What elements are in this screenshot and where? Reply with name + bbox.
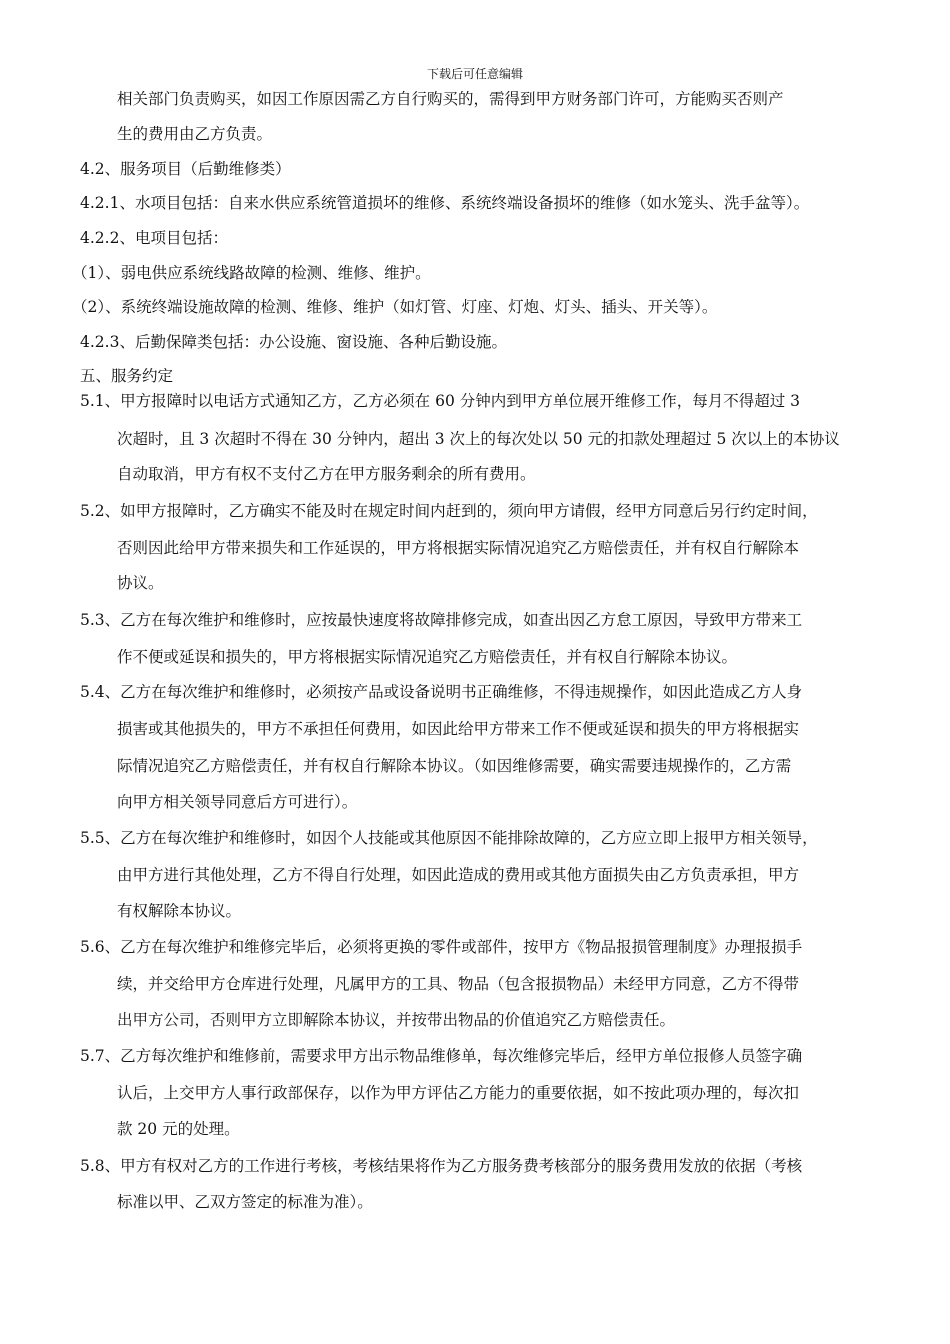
section-heading: 五、服务约定 (80, 367, 174, 385)
text-line: 作不便或延误和损失的，甲方将根据实际情况追究乙方赔偿责任，并有权自行解除本协议。 (117, 648, 738, 666)
text-line: 损害或其他损失的，甲方不承担任何费用，如因此给甲方带来工作不便或延误和损失的甲方将根据实 (117, 720, 800, 738)
text-line: 5.1、甲方报障时以电话方式通知乙方，乙方必须在 60 分钟内到甲方单位展开维修工作，每月不得超过 3 (80, 392, 801, 410)
text-line: 由甲方进行其他处理，乙方不得自行处理，如因此造成的费用或其他方面损失由乙方负责承担，甲方 (117, 866, 800, 884)
text-line: 5.3、乙方在每次维护和维修时，应按最快速度将故障排修完成，如查出因乙方怠工原因，导致甲方带来工 (80, 611, 803, 629)
text-line: （1）、弱电供应系统线路故障的检测、维修、维护。 (72, 264, 431, 282)
text-line: 4.2.2、电项目包括： (80, 229, 228, 247)
text-line: 出甲方公司，否则甲方立即解除本协议，并按带出物品的价值追究乙方赔偿责任。 (117, 1011, 676, 1029)
text-line: 5.4、乙方在每次维护和维修时，必须按产品或设备说明书正确维修，不得违规操作，如因此造成乙方人身 (80, 683, 803, 701)
text-line: 认后，上交甲方人事行政部保存，以作为甲方评估乙方能力的重要依据，如不按此项办理的，每次扣 (117, 1084, 800, 1102)
text-line: 续，并交给甲方仓库进行处理，凡属甲方的工具、物品（包含报损物品）未经甲方同意，乙方不得带 (117, 975, 800, 993)
text-line: 5.7、乙方每次维护和维修前，需要求甲方出示物品维修单，每次维修完毕后，经甲方单位报修人员签字确 (80, 1047, 803, 1065)
section-heading: 4.2、服务项目（后勤维修类） (80, 160, 291, 178)
text-line: 自动取消，甲方有权不支付乙方在甲方服务剩余的所有费用。 (117, 465, 536, 483)
page-header: 下载后可任意编辑 (426, 67, 523, 81)
text-line: 5.5、乙方在每次维护和维修时，如因个人技能或其他原因不能排除故障的，乙方应立即上报甲方相关领导， (80, 829, 818, 847)
text-line: 向甲方相关领导同意后方可进行）。 (117, 793, 358, 811)
text-line: （2）、系统终端设施故障的检测、维修、维护（如灯管、灯座、灯炮、灯头、插头、开关等）。 (72, 298, 718, 316)
text-line: 4.2.1、水项目包括：自来水供应系统管道损坏的维修、系统终端设备损坏的维修（如水笼头、洗手盆等）。 (80, 194, 810, 212)
text-line: 有权解除本协议。 (117, 902, 242, 920)
text-line: 生的费用由乙方负责。 (117, 125, 273, 143)
text-line: 相关部门负责购买，如因工作原因需乙方自行购买的，需得到甲方财务部门许可，方能购买否则产 (117, 90, 784, 108)
text-line: 际情况追究乙方赔偿责任，并有权自行解除本协议。（如因维修需要，确实需要违规操作的，乙方需 (117, 757, 792, 775)
text-line: 标准以甲、乙双方签定的标准为准）。 (117, 1193, 373, 1211)
text-line: 否则因此给甲方带来损失和工作延误的，甲方将根据实际情况追究乙方赔偿责任，并有权自行解除本 (117, 539, 800, 557)
text-line: 5.8、甲方有权对乙方的工作进行考核，考核结果将作为乙方服务费考核部分的服务费用发放的依据（考核 (80, 1157, 803, 1175)
text-line: 款 20 元的处理。 (117, 1120, 240, 1138)
text-line: 协议。 (117, 574, 164, 592)
text-line: 次超时，且 3 次超时不得在 30 分钟内，超出 3 次上的每次处以 50 元的扣款处理超过 5 次以上的本协议 (117, 430, 840, 448)
text-line: 5.2、如甲方报障时，乙方确实不能及时在规定时间内赶到的，须向甲方请假，经甲方同意后另行约定时间， (80, 502, 818, 520)
text-line: 4.2.3、后勤保障类包括：办公设施、窗设施、各种后勤设施。 (80, 333, 507, 351)
text-line: 5.6、乙方在每次维护和维修完毕后，必须将更换的零件或部件，按甲方《物品报损管理制度》办理报损手 (80, 938, 803, 956)
